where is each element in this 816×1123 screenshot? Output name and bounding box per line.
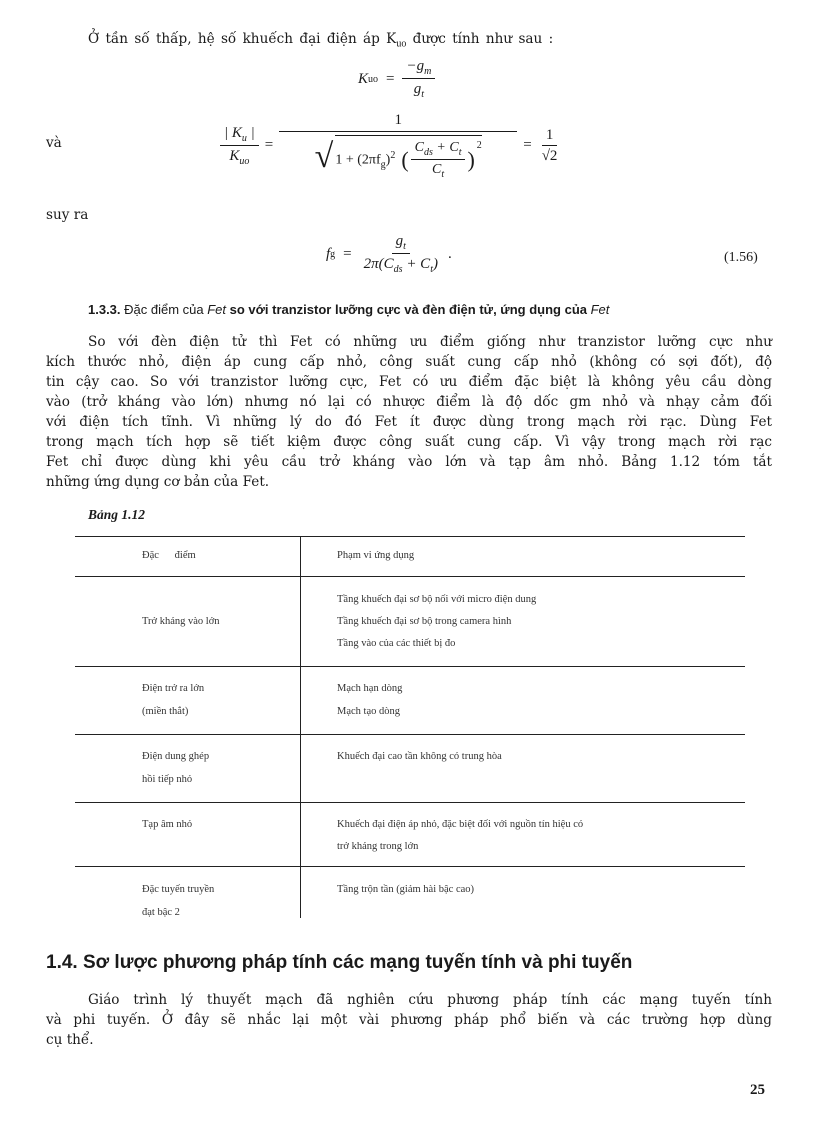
table-header-apps: Phạm vi ứng dụng [337, 550, 415, 561]
page-number: 25 [750, 1082, 765, 1098]
equation-number: (1.56) [724, 250, 758, 265]
paragraph-network-methods: Giáo trình lý thuyết mạch đã nghiên cứu phương pháp tính các mạng tuyến tính và phi tuyến. Ở đây sẽ nhắc lại một vài phương pháp phổ biến và các trường hợp dùng cụ thể. [46, 992, 772, 1048]
label-va: và [46, 135, 62, 151]
fraction-one-sqrt2: $\frac{1}{√2}$ [541, 126, 558, 164]
table-caption: Bảng 1.12 [88, 507, 146, 522]
label-suy-ra: suy ra [46, 207, 89, 223]
intro-line: Ở tần số thấp, hệ số khuếch đại điện áp $K_{uo}$ được tính như sau : [88, 31, 554, 50]
equation-ratio: $\frac{| K_u |}{K_{uo}}$ = 1 √ $1 + (2\pi f_g)^2$ ( $\frac{C_{ds} + C_t}{C_t}$ ) $^2$ = $\frac{1}{√2}$ [220, 112, 561, 180]
table-rule [75, 802, 745, 803]
table-rule [75, 866, 745, 867]
equation-fg: f g = $\frac{g_t}{2\pi(C_{ds} + C_t)}$ . [326, 233, 452, 275]
table-rule [75, 734, 745, 735]
table-header-feature: Đặc điểm [142, 550, 196, 561]
fraction-ku-kuo: $\frac{| K_u |}{K_{uo}}$ [220, 125, 259, 167]
table-rule [75, 576, 745, 577]
section-heading-1-3-3: 1.3.3. Đặc điểm của Fet so với tranzistor lưỡng cực và đèn điện tử, ứng dụng của Fet [88, 302, 610, 317]
sqrt-icon: √ [314, 138, 334, 176]
fraction-capacitance: $\frac{C_{ds} + C_t}{C_t}$ [411, 140, 466, 180]
paragraph-fet-comparison: So với đèn điện tử thì Fet có những ưu điểm giống như tranzistor lưỡng cực như kích thước nhỏ, điện áp cung cấp nhỏ, công suất cung cấp nhỏ (không có sợi đốt), độ tin cậy cao. So với tranzistor lưỡng cực, Fet có ưu điểm đặc biệt là không yêu cầu dòng vào (trở kháng vào lớn) nhưng nó lại có nhược điểm là độ dốc gm nhỏ và nhạy cảm đối với điện tích tĩnh. Vì những lý do đó Fet ít được dùng trong mạch rời rạc. Dùng Fet trong mạch tích hợp sẽ tiết kiệm được công suất cung cấp. Vì vậy trong mạch rời rạc Fet chỉ được dùng khi yêu cầu trở kháng vào lớn và tạp âm nhỏ. Bảng 1.12 tóm tắt những ứng dụng cơ bản của Fet. [46, 334, 772, 490]
table-rule [75, 666, 745, 667]
table-rule [75, 536, 745, 537]
table-column-divider [300, 536, 301, 918]
section-heading-1-4: 1.4. Sơ lược phương pháp tính các mạng tuyến tính và phi tuyến [46, 952, 633, 973]
equation-kuo: K uo = $\frac{-g_m}{g_t}$ [358, 58, 435, 100]
fraction-gm-gt: $\frac{-g_m}{g_t}$ [402, 58, 435, 100]
fraction-fg: $\frac{g_t}{2\pi(C_{ds} + C_t)}$ [363, 233, 438, 275]
